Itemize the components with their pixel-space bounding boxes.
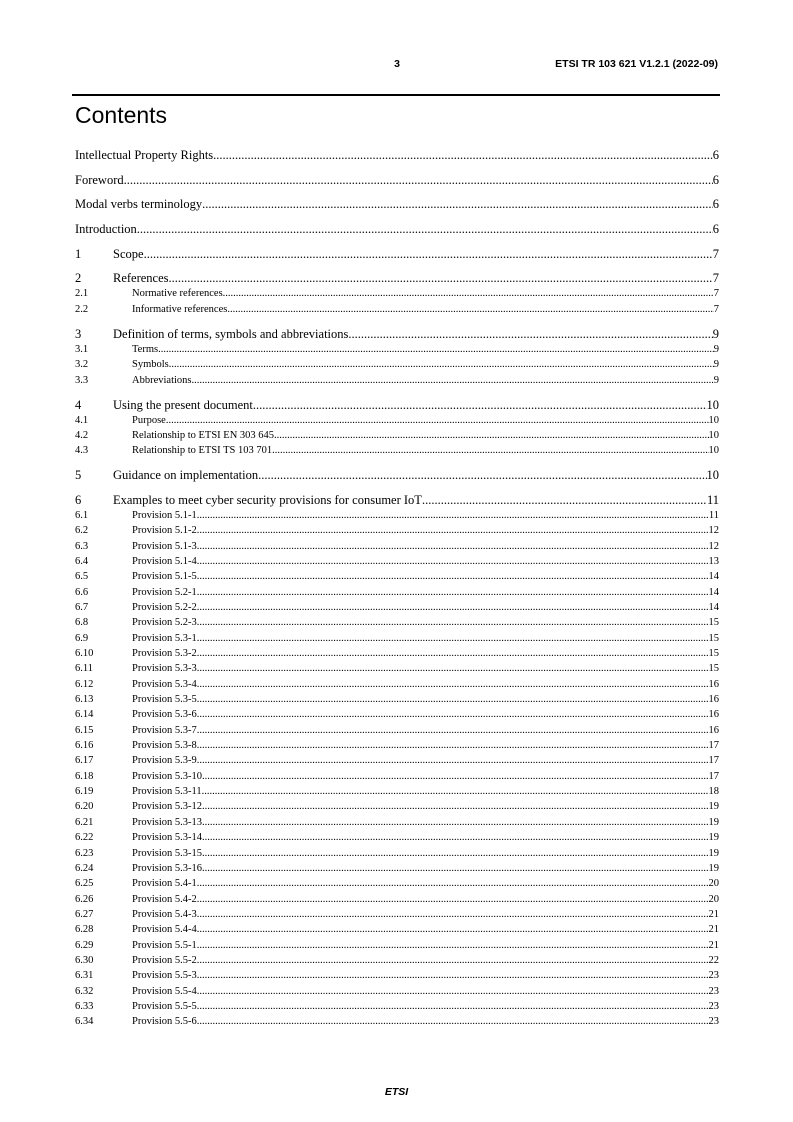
toc-entry-page: 10	[708, 445, 719, 457]
toc-entry-page: 19	[708, 816, 719, 828]
toc-entry-number: 6.16	[75, 740, 94, 752]
toc-entry-label: Scope	[113, 246, 144, 261]
toc-entry-number: 6.19	[75, 786, 94, 798]
toc-entry-page: 15	[708, 663, 719, 675]
toc-entry-number: 6.2	[75, 525, 89, 537]
toc-entry[interactable]	[75, 302, 719, 317]
toc-entry-number: 2.2	[75, 303, 89, 315]
toc-entry-label: Provision 5.4-3	[132, 908, 197, 920]
toc-entry[interactable]	[75, 342, 719, 357]
toc-entry[interactable]	[75, 953, 719, 968]
toc-entry[interactable]	[75, 615, 719, 630]
toc-entry[interactable]	[75, 830, 719, 845]
toc-entry[interactable]	[75, 148, 719, 163]
toc-entry[interactable]	[75, 508, 719, 523]
toc-entry-page: 19	[708, 801, 719, 813]
toc-entry-number: 5	[75, 468, 82, 483]
header-page-number: 3	[394, 58, 400, 70]
toc-entry-number: 6.5	[75, 571, 89, 583]
toc-entry-page: 13	[708, 555, 719, 567]
toc-dot-leader	[197, 661, 709, 676]
toc-entry-label: Modal verbs terminology	[75, 197, 203, 212]
toc-entry-label: Provision 5.3-10	[132, 770, 203, 782]
toc-entry-number: 4.3	[75, 445, 89, 457]
toc-dot-leader	[197, 585, 709, 600]
toc-entry-label: Provision 5.4-1	[132, 878, 197, 890]
toc-entry[interactable]	[75, 327, 719, 342]
toc-dot-leader	[158, 342, 714, 357]
toc-entry-label: Introduction	[75, 222, 137, 237]
toc-dot-leader	[197, 876, 709, 891]
toc-entry-number: 6.31	[75, 970, 94, 982]
toc-entry-number: 6.20	[75, 801, 94, 813]
toc-entry-label: Intellectual Property Rights	[75, 148, 214, 162]
toc-entry-label: Relationship to ETSI TS 103 701	[132, 445, 273, 457]
toc-entry-page: 17	[708, 740, 719, 752]
toc-entry-page: 14	[708, 586, 719, 598]
toc-dot-leader	[197, 738, 709, 753]
toc-entry-number: 6.32	[75, 985, 94, 997]
toc-entry[interactable]	[75, 173, 719, 188]
toc-entry-label: Provision 5.4-4	[132, 924, 197, 936]
toc-dot-leader	[223, 286, 714, 301]
toc-entry-number: 3.1	[75, 343, 89, 355]
toc-entry-label: Provision 5.1-3	[132, 540, 197, 552]
toc-dot-leader	[197, 554, 709, 569]
toc-entry-number: 6.21	[75, 816, 94, 828]
toc-entry-number: 6.26	[75, 893, 94, 905]
toc-entry-label: Terms	[132, 343, 159, 355]
toc-entry[interactable]	[75, 815, 719, 830]
toc-entry-page: 7	[712, 246, 719, 261]
toc-entry-label: Provision 5.3-16	[132, 862, 203, 874]
toc-entry-page: 15	[708, 632, 719, 644]
toc-entry-label: Provision 5.5-4	[132, 985, 197, 997]
toc-entry-page: 15	[708, 617, 719, 629]
toc-entry-page: 7	[712, 271, 719, 286]
toc-entry-label: Provision 5.3-12	[132, 801, 203, 813]
toc-entry-label: Examples to meet cyber security provisions for consumer IoT	[113, 492, 422, 507]
toc-entry-label: Provision 5.3-6	[132, 709, 197, 721]
toc-entry-number: 4.1	[75, 414, 89, 426]
toc-entry-label: Provision 5.4-2	[132, 893, 197, 905]
toc-entry-label: Provision 5.3-8	[132, 740, 197, 752]
toc-entry-page: 21	[708, 939, 719, 951]
toc-entry-label: Definition of terms, symbols and abbreviations	[113, 326, 349, 341]
toc-entry-label: Provision 5.3-15	[132, 847, 203, 859]
toc-entry[interactable]	[75, 554, 719, 569]
toc-dot-leader	[197, 907, 709, 922]
toc-entry[interactable]	[75, 1014, 719, 1029]
toc-entry-label: Provision 5.3-2	[132, 648, 197, 660]
toc-dot-leader	[197, 677, 709, 692]
toc-entry[interactable]	[75, 769, 719, 784]
toc-dot-leader	[197, 646, 709, 661]
toc-entry-page: 23	[708, 985, 719, 997]
toc-dot-leader	[258, 468, 706, 483]
toc-entry-page: 14	[708, 571, 719, 583]
toc-dot-leader	[422, 493, 707, 508]
toc-entry-number: 6.12	[75, 678, 94, 690]
toc-entry-label: Provision 5.3-5	[132, 694, 197, 706]
toc-entry-page: 6	[712, 197, 719, 212]
toc-entry-label: Abbreviations	[132, 374, 192, 386]
toc-entry[interactable]	[75, 999, 719, 1014]
toc-entry-page: 9	[713, 359, 719, 371]
toc-entry-page: 6	[712, 222, 719, 237]
toc-entry-label: Provision 5.3-4	[132, 678, 197, 690]
toc-dot-leader	[197, 938, 709, 953]
toc-dot-leader	[197, 1014, 709, 1029]
toc-entry-number: 6.27	[75, 908, 94, 920]
toc-entry-label: Relationship to ETSI EN 303 645	[132, 429, 275, 441]
toc-entry-number: 4	[75, 397, 82, 412]
toc-entry[interactable]	[75, 585, 719, 600]
toc-entry-label: Provision 5.3-13	[132, 816, 203, 828]
toc-entry[interactable]	[75, 428, 719, 443]
toc-entry-number: 6.9	[75, 632, 89, 644]
toc-entry-page: 6	[712, 172, 719, 187]
toc-entry-number: 6.11	[75, 663, 93, 675]
toc-entry-label: Provision 5.3-11	[132, 786, 202, 798]
toc-entry[interactable]	[75, 646, 719, 661]
toc-entry-page: 10	[708, 429, 719, 441]
toc-entry-label: Using the present document	[113, 397, 253, 412]
toc-entry-number: 2.1	[75, 288, 89, 300]
toc-entry-label: Provision 5.5-5	[132, 1000, 197, 1012]
toc-entry-page: 10	[706, 468, 719, 483]
toc-entry-page: 7	[713, 288, 719, 300]
toc-entry[interactable]	[75, 373, 719, 388]
toc-entry[interactable]	[75, 631, 719, 646]
toc-dot-leader	[227, 302, 713, 317]
toc-entry-number: 6.25	[75, 878, 94, 890]
toc-entry-label: Provision 5.5-1	[132, 939, 197, 951]
toc-entry-number: 6.17	[75, 755, 94, 767]
toc-dot-leader	[197, 723, 709, 738]
toc-entry[interactable]	[75, 413, 719, 428]
toc-entry-page: 9	[713, 343, 719, 355]
toc-entry-number: 6.8	[75, 617, 89, 629]
toc-entry-number: 6.22	[75, 832, 94, 844]
toc-dot-leader	[197, 631, 709, 646]
toc-entry[interactable]	[75, 968, 719, 983]
toc-dot-leader	[197, 523, 709, 538]
toc-entry[interactable]	[75, 738, 719, 753]
toc-entry-label: Provision 5.3-7	[132, 724, 197, 736]
toc-entry-label: Foreword	[75, 172, 124, 187]
toc-entry-label: Informative references	[132, 303, 228, 315]
toc-dot-leader	[202, 197, 713, 212]
toc-entry[interactable]	[75, 468, 719, 483]
toc-entry-label: Provision 5.5-6	[132, 1016, 197, 1028]
toc-entry-page: 23	[708, 970, 719, 982]
toc-entry-page: 17	[708, 770, 719, 782]
toc-entry[interactable]	[75, 539, 719, 554]
toc-entry-page: 11	[706, 492, 719, 507]
toc-dot-leader	[348, 327, 712, 342]
toc-dot-leader	[144, 247, 713, 262]
toc-entry-page: 16	[708, 709, 719, 721]
toc-dot-leader	[274, 428, 708, 443]
toc-entry-number: 6.1	[75, 509, 89, 521]
toc-entry-label: Symbols	[132, 359, 169, 371]
toc-entry-page: 20	[708, 893, 719, 905]
toc-entry-page: 19	[708, 832, 719, 844]
toc-entry-page: 9	[713, 374, 719, 386]
toc-entry-number: 6.3	[75, 540, 89, 552]
toc-dot-leader	[197, 707, 709, 722]
toc-entry[interactable]	[75, 907, 719, 922]
toc-entry-number: 6.10	[75, 648, 94, 660]
toc-dot-leader	[197, 508, 709, 523]
toc-entry-number: 6.6	[75, 586, 89, 598]
contents-title: Contents	[75, 102, 168, 128]
toc-entry-page: 18	[708, 786, 719, 798]
toc-entry-page: 23	[708, 1016, 719, 1028]
toc-entry-page: 16	[708, 724, 719, 736]
toc-entry[interactable]	[75, 753, 719, 768]
toc-entry[interactable]	[75, 984, 719, 999]
toc-entry-number: 1	[75, 246, 82, 261]
toc-dot-leader	[197, 922, 709, 937]
toc-entry-number: 6.33	[75, 1000, 94, 1012]
toc-dot-leader	[272, 443, 708, 458]
toc-entry[interactable]	[75, 846, 719, 861]
toc-entry-number: 6.15	[75, 724, 94, 736]
toc-dot-leader	[197, 968, 709, 983]
toc-entry-number: 6.7	[75, 602, 89, 613]
toc-entry[interactable]	[75, 271, 719, 286]
toc-dot-leader	[202, 815, 708, 830]
toc-entry-number: 6.4	[75, 555, 89, 567]
toc-entry-number: 6.23	[75, 847, 94, 859]
toc-entry[interactable]	[75, 357, 719, 372]
toc-entry[interactable]	[75, 692, 719, 707]
toc-entry-label: References	[113, 271, 169, 286]
toc-entry-number: 6.13	[75, 694, 94, 706]
toc-dot-leader	[202, 769, 708, 784]
toc-entry-number: 6.34	[75, 1016, 94, 1028]
toc-entry-number: 6.29	[75, 939, 94, 951]
toc-dot-leader	[197, 692, 709, 707]
toc-entry-page: 10	[706, 397, 719, 412]
toc-entry-page: 15	[708, 648, 719, 660]
toc-dot-leader	[253, 398, 707, 413]
toc-entry-number: 6.14	[75, 709, 94, 721]
footer-etsi: ETSI	[384, 1086, 409, 1098]
toc-dot-leader	[202, 861, 708, 876]
toc-entry-label: Purpose	[132, 414, 166, 426]
toc-dot-leader	[197, 753, 709, 768]
toc-entry[interactable]	[75, 569, 719, 584]
toc-entry-label: Provision 5.1-1	[132, 509, 197, 521]
toc-entry[interactable]	[75, 677, 719, 692]
table-of-contents	[75, 148, 719, 1030]
toc-entry-number: 6.18	[75, 770, 94, 782]
toc-dot-leader	[197, 984, 709, 999]
toc-dot-leader	[166, 413, 709, 428]
toc-entry[interactable]	[75, 493, 719, 508]
toc-entry[interactable]	[75, 892, 719, 907]
toc-dot-leader	[197, 615, 709, 630]
toc-entry-label: Guidance on implementation	[113, 468, 259, 483]
toc-entry-label: Provision 5.3-14	[132, 832, 203, 844]
toc-entry-label: Provision 5.3-9	[132, 755, 197, 767]
toc-entry-number: 6.24	[75, 862, 94, 874]
toc-dot-leader	[124, 173, 713, 188]
toc-entry-number: 3.2	[75, 359, 89, 371]
toc-dot-leader	[202, 784, 709, 799]
toc-entry-page: 12	[708, 540, 719, 552]
toc-entry-number: 3.3	[75, 374, 89, 386]
toc-entry[interactable]	[75, 876, 719, 891]
toc-dot-leader	[213, 148, 713, 163]
toc-entry-page: 16	[708, 694, 719, 706]
header-document-reference: ETSI TR 103 621 V1.2.1 (2022-09)	[555, 58, 718, 70]
toc-entry-label: Normative references	[132, 288, 223, 300]
toc-entry-number: 6.28	[75, 924, 94, 936]
toc-entry[interactable]	[75, 222, 719, 237]
toc-entry-number: 6	[75, 492, 82, 507]
toc-entry-label: Provision 5.5-2	[132, 954, 197, 966]
toc-entry[interactable]	[75, 661, 719, 676]
toc-entry-number: 4.2	[75, 429, 89, 441]
toc-entry-label: Provision 5.3-3	[132, 663, 197, 675]
toc-entry-label: Provision 5.2-2	[132, 602, 197, 613]
toc-dot-leader	[202, 846, 708, 861]
toc-entry-page: 17	[708, 755, 719, 767]
toc-entry-page: 9	[712, 326, 719, 341]
toc-entry-page: 19	[708, 847, 719, 859]
header-rule	[72, 94, 720, 96]
toc-dot-leader	[169, 357, 714, 372]
toc-dot-leader	[197, 600, 709, 615]
toc-entry-page: 6	[712, 148, 719, 162]
toc-dot-leader	[197, 539, 709, 554]
toc-entry[interactable]	[75, 197, 719, 212]
toc-entry[interactable]	[75, 286, 719, 301]
toc-entry-page: 10	[708, 414, 719, 426]
toc-dot-leader	[197, 569, 709, 584]
toc-entry[interactable]	[75, 523, 719, 538]
toc-entry-page: 22	[708, 954, 719, 966]
toc-entry-page: 11	[708, 509, 719, 521]
toc-entry[interactable]	[75, 247, 719, 262]
toc-entry[interactable]	[75, 707, 719, 722]
toc-entry-page: 14	[708, 602, 719, 613]
toc-entry[interactable]	[75, 784, 719, 799]
toc-entry-label: Provision 5.5-3	[132, 970, 197, 982]
toc-entry[interactable]	[75, 398, 719, 413]
toc-entry-label: Provision 5.1-4	[132, 555, 197, 567]
toc-entry-page: 16	[708, 678, 719, 690]
toc-dot-leader	[197, 892, 709, 907]
toc-dot-leader	[202, 799, 708, 814]
toc-dot-leader	[202, 830, 708, 845]
toc-entry-label: Provision 5.1-2	[132, 525, 197, 537]
toc-dot-leader	[192, 373, 714, 388]
toc-entry-page: 23	[708, 1000, 719, 1012]
toc-entry-page: 12	[708, 525, 719, 537]
toc-entry[interactable]	[75, 799, 719, 814]
toc-entry[interactable]	[75, 922, 719, 937]
toc-entry[interactable]	[75, 861, 719, 876]
toc-entry-label: Provision 5.2-1	[132, 586, 197, 598]
toc-entry[interactable]	[75, 723, 719, 738]
toc-dot-leader	[137, 222, 713, 237]
toc-dot-leader	[197, 953, 709, 968]
toc-entry-page: 21	[708, 924, 719, 936]
toc-entry-page: 19	[708, 862, 719, 874]
toc-dot-leader	[169, 271, 713, 286]
toc-entry-page: 20	[708, 878, 719, 890]
toc-entry[interactable]	[75, 443, 719, 458]
toc-entry-page: 7	[713, 303, 719, 315]
toc-entry-page: 21	[708, 908, 719, 920]
toc-entry-number: 3	[75, 326, 82, 341]
toc-entry-label: Provision 5.1-5	[132, 571, 197, 583]
toc-entry-number: 2	[75, 271, 82, 286]
toc-entry[interactable]	[75, 938, 719, 953]
toc-entry-number: 6.30	[75, 954, 94, 966]
toc-entry[interactable]	[75, 600, 719, 615]
toc-dot-leader	[197, 999, 709, 1014]
toc-entry-label: Provision 5.3-1	[132, 632, 197, 644]
toc-entry-label: Provision 5.2-3	[132, 617, 197, 629]
